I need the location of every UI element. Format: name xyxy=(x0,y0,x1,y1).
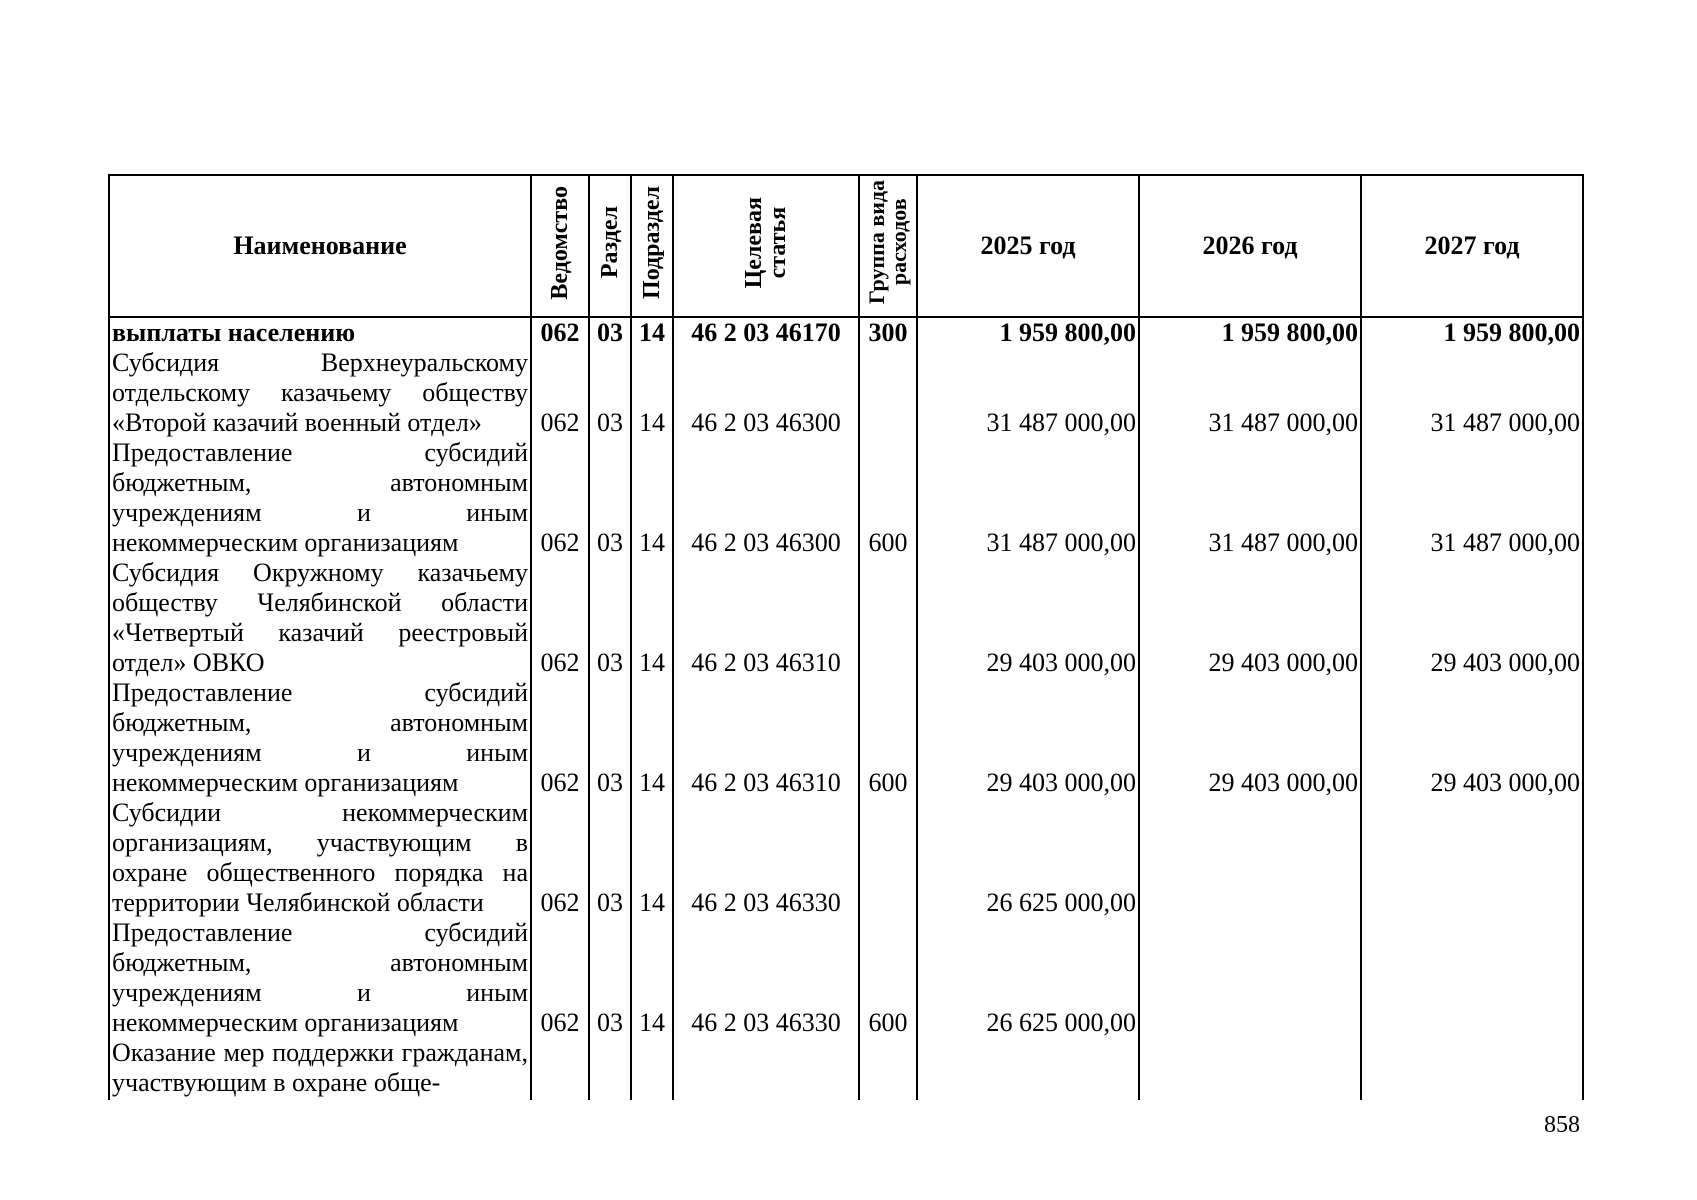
row-2027 xyxy=(1361,798,1583,918)
table-row xyxy=(109,348,1583,438)
row-2025: 26 625 000,00 xyxy=(917,918,1139,1038)
row-podrazdel: 14 xyxy=(631,558,673,678)
row-vedomstvo: 062 xyxy=(531,317,589,348)
row-gruppa: 600 xyxy=(859,678,917,798)
table-row xyxy=(109,317,1583,348)
row-gruppa xyxy=(859,798,917,918)
header-vedomstvo: Ведомство xyxy=(531,175,589,317)
row-name: Субсидия Окружному казачьему обществу Челябинской области «Четвертый казачий реестровый отдел» ОВКО xyxy=(109,558,531,678)
row-2027: 31 487 000,00 xyxy=(1361,348,1583,438)
row-celevaya: 46 2 03 46330 xyxy=(673,918,859,1038)
row-celevaya: 46 2 03 46310 xyxy=(673,678,859,798)
row-2026: 31 487 000,00 xyxy=(1139,348,1361,438)
row-2027: 29 403 000,00 xyxy=(1361,678,1583,798)
row-celevaya: 46 2 03 46170 xyxy=(673,317,859,348)
table-row xyxy=(109,558,1583,678)
header-podrazdel: Подраздел xyxy=(631,175,673,317)
row-podrazdel: 14 xyxy=(631,438,673,558)
budget-table xyxy=(108,174,1584,1100)
header-row xyxy=(109,175,1583,317)
row-vedomstvo: 062 xyxy=(531,348,589,438)
header-name: Наименование xyxy=(109,175,531,317)
header-celevaya-statya: Целевая статья xyxy=(673,175,859,317)
row-razdel: 03 xyxy=(589,317,631,348)
row-name: Оказание мер поддержки гражданам, участвующим в охране обще- xyxy=(109,1038,531,1100)
row-podrazdel: 14 xyxy=(631,317,673,348)
header-2026: 2026 год xyxy=(1139,175,1361,317)
row-2025: 26 625 000,00 xyxy=(917,798,1139,918)
row-podrazdel: 14 xyxy=(631,798,673,918)
row-2025: 31 487 000,00 xyxy=(917,348,1139,438)
row-razdel: 03 xyxy=(589,558,631,678)
table-row-continued xyxy=(109,1038,1583,1100)
row-2027: 29 403 000,00 xyxy=(1361,558,1583,678)
row-gruppa: 600 xyxy=(859,438,917,558)
row-vedomstvo: 062 xyxy=(531,678,589,798)
row-gruppa xyxy=(859,558,917,678)
row-vedomstvo: 062 xyxy=(531,798,589,918)
table-row xyxy=(109,918,1583,1038)
table-row xyxy=(109,678,1583,798)
row-razdel: 03 xyxy=(589,798,631,918)
row-celevaya: 46 2 03 46300 xyxy=(673,438,859,558)
row-2025: 1 959 800,00 xyxy=(917,317,1139,348)
row-celevaya: 46 2 03 46300 xyxy=(673,348,859,438)
page-number: 858 xyxy=(1544,1112,1580,1138)
row-2027 xyxy=(1361,918,1583,1038)
row-2026: 29 403 000,00 xyxy=(1139,678,1361,798)
header-2025: 2025 год xyxy=(917,175,1139,317)
row-podrazdel: 14 xyxy=(631,918,673,1038)
row-2027: 31 487 000,00 xyxy=(1361,438,1583,558)
header-2027: 2027 год xyxy=(1361,175,1583,317)
row-razdel: 03 xyxy=(589,918,631,1038)
row-name: выплаты населению xyxy=(109,317,531,348)
row-vedomstvo: 062 xyxy=(531,438,589,558)
row-name: Предоставление субсидий бюджетным, автономным учреждениям и иным некоммерческим организациям xyxy=(109,438,531,558)
row-2026: 31 487 000,00 xyxy=(1139,438,1361,558)
row-razdel: 03 xyxy=(589,678,631,798)
row-gruppa xyxy=(859,348,917,438)
row-gruppa: 300 xyxy=(859,317,917,348)
row-2027: 1 959 800,00 xyxy=(1361,317,1583,348)
table-row xyxy=(109,798,1583,918)
header-razdel: Раздел xyxy=(589,175,631,317)
row-2026: 1 959 800,00 xyxy=(1139,317,1361,348)
row-razdel: 03 xyxy=(589,348,631,438)
row-vedomstvo: 062 xyxy=(531,918,589,1038)
row-name: Предоставление субсидий бюджетным, автономным учреждениям и иным некоммерческим организациям xyxy=(109,678,531,798)
row-2025: 31 487 000,00 xyxy=(917,438,1139,558)
row-name: Предоставление субсидий бюджетным, автономным учреждениям и иным некоммерческим организациям xyxy=(109,918,531,1038)
row-2025: 29 403 000,00 xyxy=(917,678,1139,798)
header-gruppa-vida-rashodov: Группа вида расходов xyxy=(859,175,917,317)
row-name: Субсидия Верхнеуральскому отдельскому казачьему обществу «Второй казачий военный отдел» xyxy=(109,348,531,438)
row-2026 xyxy=(1139,918,1361,1038)
row-podrazdel: 14 xyxy=(631,678,673,798)
row-vedomstvo: 062 xyxy=(531,558,589,678)
row-2025: 29 403 000,00 xyxy=(917,558,1139,678)
row-gruppa: 600 xyxy=(859,918,917,1038)
row-2026: 29 403 000,00 xyxy=(1139,558,1361,678)
row-podrazdel: 14 xyxy=(631,348,673,438)
row-celevaya: 46 2 03 46330 xyxy=(673,798,859,918)
row-celevaya: 46 2 03 46310 xyxy=(673,558,859,678)
row-razdel: 03 xyxy=(589,438,631,558)
row-name: Субсидии некоммерческим организациям, участвующим в охране общественного порядка на территории Челябинской области xyxy=(109,798,531,918)
row-2026 xyxy=(1139,798,1361,918)
table-row xyxy=(109,438,1583,558)
